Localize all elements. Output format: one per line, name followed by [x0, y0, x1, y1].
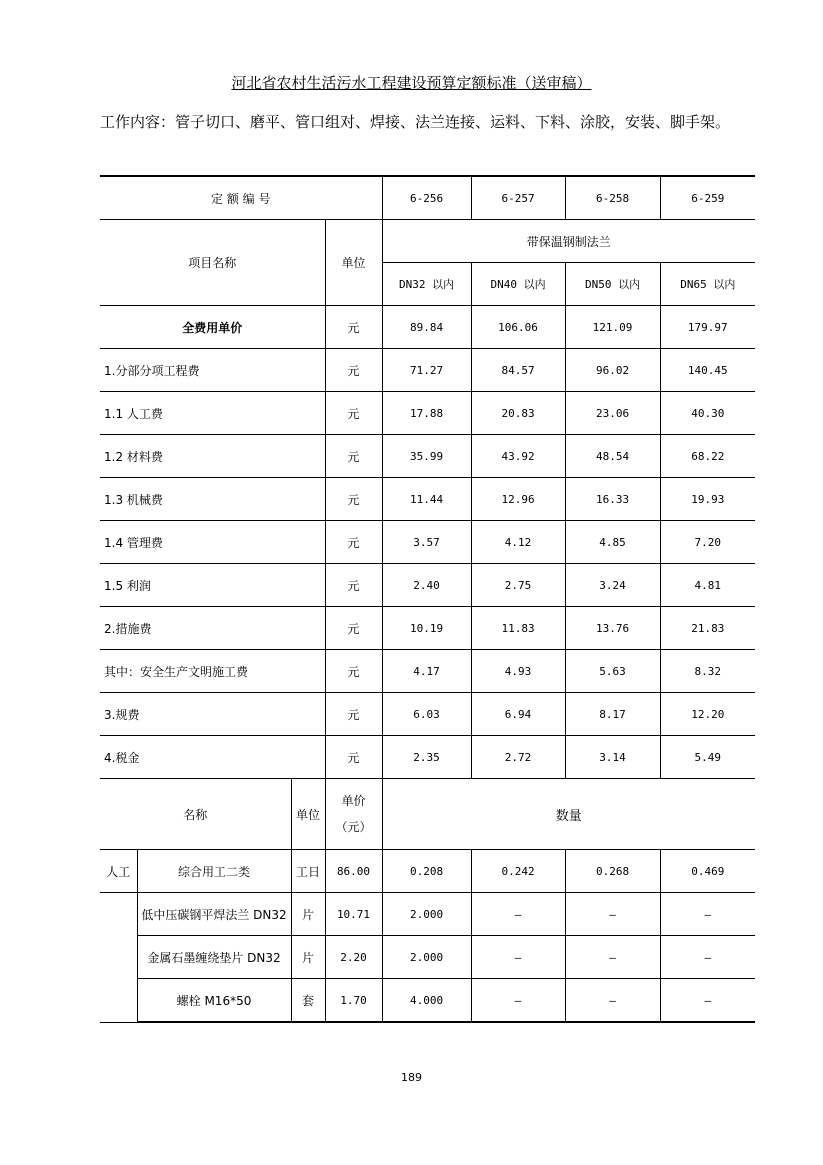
- cost-value-cell: 2.40: [382, 564, 471, 607]
- cost-row: [100, 478, 755, 521]
- cost-item-unit: 元: [325, 693, 382, 736]
- cost-value-cell: 89.84: [382, 306, 471, 349]
- resource-row: [100, 850, 755, 893]
- cost-value-cell: 7.20: [660, 521, 755, 564]
- cost-item-name: 2.措施费: [100, 607, 325, 650]
- resource-quantity: –: [660, 979, 755, 1023]
- resource-name: 金属石墨缠绕垫片 DN32: [137, 936, 291, 979]
- cost-item-unit: 元: [325, 392, 382, 435]
- group-title-row: [100, 220, 755, 263]
- cost-value-cell: 2.75: [471, 564, 565, 607]
- cost-value-cell: 16.33: [565, 478, 660, 521]
- cost-row: [100, 521, 755, 564]
- cost-row: [100, 693, 755, 736]
- cost-value-cell: 8.17: [565, 693, 660, 736]
- cost-item-unit: 元: [325, 736, 382, 779]
- resource-quantity: –: [660, 936, 755, 979]
- resource-row: [100, 979, 755, 1023]
- cost-item-unit: 元: [325, 521, 382, 564]
- cost-value-cell: 17.88: [382, 392, 471, 435]
- resource-unit: 套: [291, 979, 325, 1023]
- resource-quantity: –: [471, 893, 565, 936]
- cost-value-cell: 12.96: [471, 478, 565, 521]
- cost-value-cell: 179.97: [660, 306, 755, 349]
- resource-category: 人工: [100, 850, 137, 893]
- cost-item-name: 3.规费: [100, 693, 325, 736]
- cost-value-cell: 40.30: [660, 392, 755, 435]
- resource-name: 综合用工二类: [137, 850, 291, 893]
- cost-row: [100, 349, 755, 392]
- cost-value-cell: 43.92: [471, 435, 565, 478]
- cost-item-name: 全费用单价: [100, 306, 325, 349]
- cost-value-cell: 106.06: [471, 306, 565, 349]
- cost-value-cell: 21.83: [660, 607, 755, 650]
- resource-price: 1.70: [325, 979, 382, 1023]
- cost-value-cell: 35.99: [382, 435, 471, 478]
- resource-quantity: 0.242: [471, 850, 565, 893]
- cost-item-unit: 元: [325, 650, 382, 693]
- price-label-text: 单价: [341, 794, 366, 808]
- quota-table-body: [100, 176, 755, 306]
- cost-item-name: 其中：安全生产文明施工费: [100, 650, 325, 693]
- resource-name-label: 名称: [100, 779, 291, 850]
- cost-value-cell: 4.93: [471, 650, 565, 693]
- resource-row: [100, 936, 755, 979]
- cost-value-cell: 48.54: [565, 435, 660, 478]
- cost-row: [100, 650, 755, 693]
- cost-item-unit: 元: [325, 349, 382, 392]
- cost-row: [100, 736, 755, 779]
- resource-unit: 片: [291, 893, 325, 936]
- cost-value-cell: 5.49: [660, 736, 755, 779]
- quota-code: 6-259: [660, 176, 755, 220]
- cost-item-name: 1.4 管理费: [100, 521, 325, 564]
- resource-unit: 片: [291, 936, 325, 979]
- quota-code-label: 定 额 编 号: [100, 176, 382, 220]
- cost-rows: [100, 306, 755, 779]
- quota-code: 6-257: [471, 176, 565, 220]
- resource-category: [100, 893, 137, 1023]
- resource-name: 低中压碳钢平焊法兰 DN32: [137, 893, 291, 936]
- quota-table: [100, 175, 755, 1023]
- price-unit-text: （元）: [335, 820, 372, 834]
- cost-value-cell: 11.83: [471, 607, 565, 650]
- quota-code: 6-258: [565, 176, 660, 220]
- resource-section: [100, 779, 755, 1023]
- cost-value-cell: 20.83: [471, 392, 565, 435]
- cost-item-unit: 元: [325, 564, 382, 607]
- group-title: 带保温钢制法兰: [382, 220, 755, 263]
- cost-row: [100, 435, 755, 478]
- resource-quantity: –: [565, 936, 660, 979]
- spec-cell: DN32 以内: [382, 263, 471, 306]
- quantity-label: 数量: [382, 779, 755, 850]
- cost-value-cell: 3.57: [382, 521, 471, 564]
- resource-quantity: 4.000: [382, 979, 471, 1023]
- cost-value-cell: 13.76: [565, 607, 660, 650]
- cost-row: [100, 564, 755, 607]
- quota-code: 6-256: [382, 176, 471, 220]
- cost-value-cell: 6.03: [382, 693, 471, 736]
- cost-row: [100, 306, 755, 349]
- cost-item-name: 4.税金: [100, 736, 325, 779]
- cost-value-cell: 4.85: [565, 521, 660, 564]
- cost-item-name: 1.1 人工费: [100, 392, 325, 435]
- cost-item-unit: 元: [325, 607, 382, 650]
- resource-price: 10.71: [325, 893, 382, 936]
- cost-item-name: 1.分部分项工程费: [100, 349, 325, 392]
- item-name-label: 项目名称: [100, 220, 325, 306]
- cost-value-cell: 96.02: [565, 349, 660, 392]
- unit-label: 单位: [325, 220, 382, 306]
- resource-unit-label: 单位: [291, 779, 325, 850]
- cost-item-name: 1.2 材料费: [100, 435, 325, 478]
- cost-value-cell: 3.24: [565, 564, 660, 607]
- resource-row: [100, 893, 755, 936]
- cost-item-unit: 元: [325, 306, 382, 349]
- cost-item-unit: 元: [325, 478, 382, 521]
- cost-value-cell: 2.35: [382, 736, 471, 779]
- resource-price-label: [325, 779, 382, 850]
- cost-value-cell: 11.44: [382, 478, 471, 521]
- cost-value-cell: 4.17: [382, 650, 471, 693]
- spec-cell: DN65 以内: [660, 263, 755, 306]
- cost-value-cell: 4.81: [660, 564, 755, 607]
- resource-quantity: –: [471, 936, 565, 979]
- spec-cell: DN50 以内: [565, 263, 660, 306]
- cost-value-cell: 10.19: [382, 607, 471, 650]
- cost-value-cell: 6.94: [471, 693, 565, 736]
- work-content: 工作内容：管子切口、磨平、管口组对、焊接、法兰连接、运料、下料、涂胶，安装、脚手架。: [100, 113, 731, 131]
- cost-value-cell: 71.27: [382, 349, 471, 392]
- resource-quantity: –: [471, 979, 565, 1023]
- resource-quantity: 2.000: [382, 936, 471, 979]
- cost-value-cell: 23.06: [565, 392, 660, 435]
- cost-value-cell: 68.22: [660, 435, 755, 478]
- quota-code-row: [100, 176, 755, 220]
- resource-quantity: 0.469: [660, 850, 755, 893]
- resource-quantity: –: [565, 893, 660, 936]
- cost-value-cell: 140.45: [660, 349, 755, 392]
- cost-item-name: 1.3 机械费: [100, 478, 325, 521]
- cost-value-cell: 2.72: [471, 736, 565, 779]
- resource-quantity: 2.000: [382, 893, 471, 936]
- cost-item-name: 1.5 利润: [100, 564, 325, 607]
- cost-value-cell: 84.57: [471, 349, 565, 392]
- resource-name: 螺栓 M16*50: [137, 979, 291, 1023]
- resource-quantity: –: [660, 893, 755, 936]
- resource-quantity: –: [565, 979, 660, 1023]
- cost-item-unit: 元: [325, 435, 382, 478]
- document-title-text: 河北省农村生活污水工程建设预算定额标准（送审稿）: [231, 74, 592, 92]
- cost-row: [100, 607, 755, 650]
- resource-price: 86.00: [325, 850, 382, 893]
- page-number: 189: [401, 1071, 422, 1084]
- spec-cell: DN40 以内: [471, 263, 565, 306]
- resource-header-row: [100, 779, 755, 850]
- cost-value-cell: 19.93: [660, 478, 755, 521]
- resource-unit: 工日: [291, 850, 325, 893]
- cost-value-cell: 3.14: [565, 736, 660, 779]
- resource-quantity: 0.208: [382, 850, 471, 893]
- cost-value-cell: 5.63: [565, 650, 660, 693]
- cost-value-cell: 12.20: [660, 693, 755, 736]
- document-title: [0, 72, 823, 93]
- cost-value-cell: 8.32: [660, 650, 755, 693]
- resource-price: 2.20: [325, 936, 382, 979]
- cost-row: [100, 392, 755, 435]
- cost-value-cell: 121.09: [565, 306, 660, 349]
- resource-quantity: 0.268: [565, 850, 660, 893]
- cost-value-cell: 4.12: [471, 521, 565, 564]
